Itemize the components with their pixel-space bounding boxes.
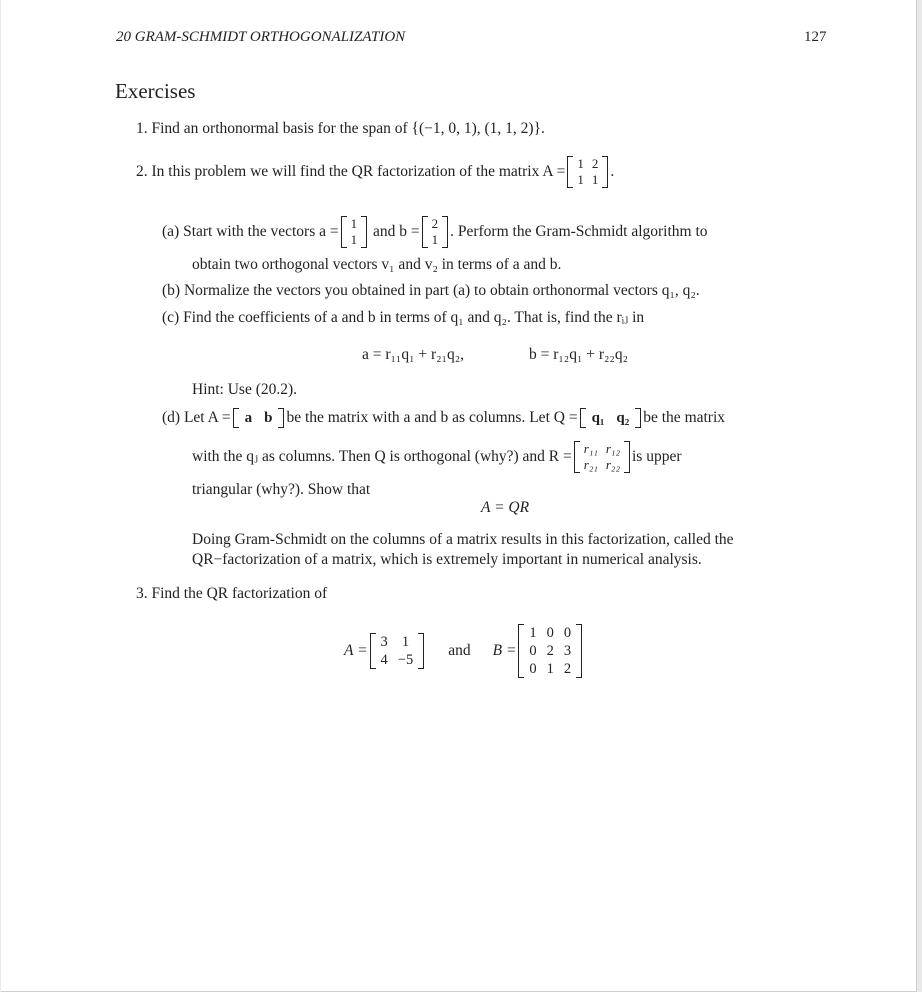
- part-a-label: (a): [162, 223, 180, 240]
- part-d-text-4: with the qⱼ as columns. Then Q is orthogonal (why?) and R =: [192, 448, 572, 465]
- exercise-3: [136, 584, 327, 604]
- part-d-text-5: is upper: [631, 448, 682, 465]
- part-d-label: (d): [162, 409, 181, 426]
- matrix-b-3: 1 0 0 0 2 3 0 1 2: [518, 624, 582, 678]
- running-header: 20 GRAM-SCHMIDT ORTHOGONALIZATION: [116, 29, 406, 45]
- exercise-1-text: Find an orthonormal basis for the span of {(−1, 0, 1), (1, 1, 2)}.: [151, 120, 545, 137]
- matrix-a-3: 3 1 4 −5: [370, 633, 425, 669]
- exercise-2-intro: 2. In this problem we will find the QR factorization of the matrix A = 1 2 1 1 .: [136, 156, 615, 187]
- part-b-label: (b): [162, 282, 181, 299]
- exercise-2-text: In this problem we will find the QR factorization of the matrix A =: [151, 163, 566, 180]
- part-b-text: Normalize the vectors you obtained in part (a) to obtain orthonormal vectors q₁, q₂.: [183, 282, 700, 299]
- exercise-1-number: 1.: [136, 120, 148, 137]
- part-b: [162, 281, 700, 301]
- equation-a: a = r₁₁q₁ + r₂₁q₂,: [362, 346, 464, 363]
- part-c-label: (c): [162, 309, 180, 326]
- part-d-text-3: be the matrix: [643, 409, 726, 426]
- closing-line-1: Doing Gram-Schmidt on the columns of a matrix results in this factorization, called the: [192, 531, 734, 548]
- and-text: and: [448, 642, 471, 659]
- equation-b: b = r₁₂q₁ + r₂₂q₂: [529, 346, 628, 363]
- exercise-3-number: 3.: [136, 585, 148, 602]
- exercise-2-number: 2.: [136, 163, 148, 180]
- matrix-q-columns: q₁ q₂: [580, 408, 642, 428]
- part-d-line-1: [162, 403, 830, 433]
- part-d-line-3: triangular (why?). Show that: [192, 481, 371, 498]
- section-heading: Exercises: [115, 79, 196, 103]
- part-a-line-2: obtain two orthogonal vectors v₁ and v₂ in terms of a and b.: [192, 256, 562, 273]
- matrix-a-2x2: 1 2 1 1: [567, 156, 608, 188]
- part-a-text-1: Start with the vectors a =: [183, 223, 339, 240]
- page: [1, 0, 917, 992]
- vector-a: 1 1: [341, 216, 368, 248]
- part-a-text-2: and b =: [372, 223, 420, 240]
- hint: Hint: Use (20.2).: [192, 381, 298, 398]
- part-d-line-2: [192, 436, 682, 478]
- exercise-1: [136, 119, 545, 139]
- matrix-r: r₁₁ r₁₂ r₂₁ r₂₂: [574, 441, 630, 473]
- matrix-a-label: A =: [344, 642, 368, 659]
- part-c: [162, 308, 644, 328]
- part-d-text-2: be the matrix with a and b as columns. Let Q =: [286, 409, 578, 426]
- page-number: 127: [804, 29, 827, 45]
- part-c-text: Find the coefficients of a and b in terms of q₁ and q₂. That is, find the rᵢⱼ in: [183, 309, 645, 326]
- exercise-3-text: Find the QR factorization of: [151, 585, 328, 602]
- exercise-3-matrices: [344, 620, 584, 682]
- part-a: [162, 212, 830, 252]
- closing-line-2: QR−factorization of a matrix, which is extremely important in numerical analysis.: [192, 551, 702, 568]
- part-a-text-3: . Perform the Gram-Schmidt algorithm to: [450, 223, 708, 240]
- equation-a-qr: A = QR: [481, 499, 530, 516]
- matrix-a-columns: a b: [233, 408, 285, 428]
- matrix-b-label: B =: [492, 642, 517, 659]
- part-d-text-1: Let A =: [183, 409, 231, 426]
- vector-b: 2 1: [422, 216, 449, 248]
